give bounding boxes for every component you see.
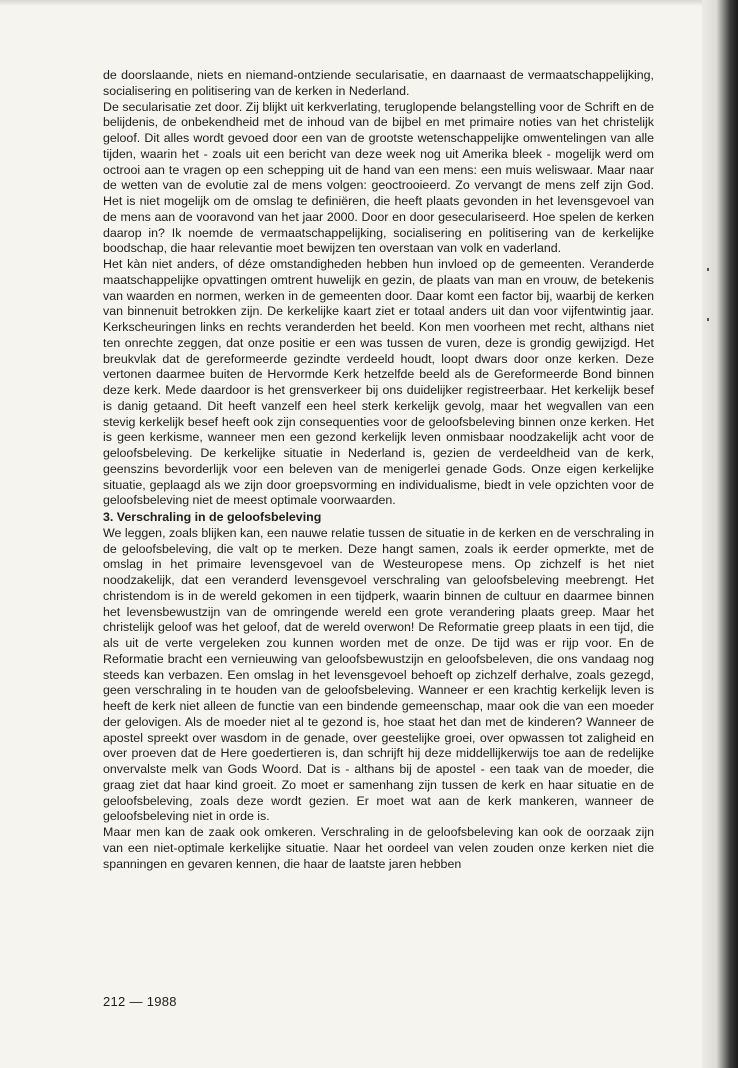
page-binding-edge: [702, 0, 738, 1068]
paragraph: de doorslaande, niets en niemand-ontziende secularisatie, en daarnaast de vermaatschappelijking, socialisering en politisering van de kerken in Nederland.: [103, 68, 654, 98]
paragraph: We leggen, zoals blijken kan, een nauwe relatie tussen de situatie in de kerken en de verschraling in de geloofsbeleving, die valt op te merken. Deze hangt samen, zoals ik eerder opmerkte, met de omslag in het primaire levensgevoel van de Westeuropese mens. Op zichzelf is het niet noodzakelijk, dat een veranderd levensgevoel verschraling van geloofsbeleving meebrengt. Het christendom is in de wereld gekomen in een tijdperk, waarin binnen de cultuur en daarmee binnen het levensbewustzijn van de omringende wereld een grote verandering plaats greep. Maar het christelijk geloof was het geloof, dat de wereld overwon! De Reformatie greep plaats in een tijd, die als uit de verte vergeleken zou kunnen worden met de onze. De tijd was er rijp voor. En de Reformatie bracht een vernieuwing van geloofsbewustzijn en geloofsbeleven, die ons vandaag nog steeds kan verbazen. Een omslag in het levensgevoel behoeft op zichzelf derhalve, zoals gezegd, geen verschraling in te houden van de geloofsbeleving. Wanneer er een krachtig kerkelijk leven is heeft de kerk niet alleen de functie van een bindende gemeenschap, maar ook die van een moeder der gelovigen. Als de moeder niet al te gezond is, hoe staat het dan met de kinderen? Wanneer de apostel spreekt over wasdom in de genade, over geestelijke groei, over opwassen tot zaligheid en over proeven dat de Here goedertieren is, dan schrijft hij deze middellijkerwijs toe aan de redelijke onvervalste melk van Gods Woord. Dat is - althans bij de apostel - een taak van de moeder, die graag ziet dat haar kind groeit. Zo moet er samenhang zijn tussen de kerk en haar situatie en de geloofsbeleving, zoals deze wordt gezien. Er moet wat aan de kerk mankeren, wanneer de geloofsbeleving niet in orde is.: [103, 525, 654, 824]
scan-speck: [707, 318, 709, 321]
paragraph: Maar men kan de zaak ook omkeren. Verschraling in de geloofsbeleving kan ook de oorzaak zijn van een niet-optimale kerkelijke situatie. Naar het oordeel van velen zouden onze kerken niet die spanningen en gevaren kennen, die haar de laatste jaren hebben: [103, 825, 654, 871]
page-number: 212 — 1988: [103, 994, 177, 1009]
paragraph: De secularisatie zet door. Zij blijkt uit kerkverlating, teruglopende belangstelling voor de Schrift en de belijdenis, de onbekendheid met de inhoud van de bijbel en met primaire noties van het christelijk geloof. Dit alles wordt gevoed door een van de grootste wetenschappelijke omwentelingen van alle tijden, waarin het - zoals uit een bericht van deze week nog uit Amerika bleek - mogelijk werd om octrooi aan te vragen op een schepping uit de hand van een mens: een muis weliswaar. Maar naar de wetten van de evolutie zal de mens volgen: geoctrooieerd. Zo vervangt de mens zelf zijn God. Het is niet mogelijk om de omslag te definiëren, die heeft plaats gevonden in het levensgevoel van de mens aan de vooravond van het jaar 2000. Door en door geseculariseerd. Hoe spelen de kerken daarop in? Ik noemde de vermaatschappelijking, socialisering en politisering van de kerkelijke boodschap, die haar relevantie moet bewijzen ten overstaan van volk en vaderland.: [103, 99, 654, 256]
article-body: [103, 68, 654, 872]
scan-speck: [707, 268, 709, 271]
section-heading: 3. Verschraling in de geloofsbeleving: [103, 510, 322, 524]
paragraph: Het kàn niet anders, of déze omstandigheden hebben hun invloed op de gemeenten. Veranderde maatschappelijke opvattingen omtrent huwelijk en gezin, de plaats van man en vrouw, de betekenis van waarden en normen, werken in de gemeenten door. Daar komt een factor bij, waarbij de kerken van binnenuit betrokken zijn. De kerkelijke kaart ziet er totaal anders uit dan voor vijfentwintig jaar. Kerkscheuringen links en rechts veranderden het beeld. Kon men voorheen met recht, althans niet ten onrechte zeggen, dat onze positie er een was tussen de vuren, deze is grondig gewijzigd. Het breukvlak dat de gereformeerde gezindte verdeeld houdt, loopt dwars door onze kerken. Deze vertonen daarmee buiten de Hervormde Kerk hetzelfde beeld als de Gereformeerde Bond binnen deze kerk. Mede daardoor is het grensverkeer bij ons duidelijker registreerbaar. Het kerkelijk besef is danig getaand. Dit heeft vanzelf een heel sterk kerkelijk gevolg, maar het wegvallen van een stevig kerkelijk besef heeft ook zijn consequenties voor de geloofsbeleving binnen onze kerken. Het is geen kerkisme, wanneer men een gezond kerkelijk leven onmisbaar noodzakelijk acht voor de geloofsbeleving. De kerkelijke situatie in Nederland is, gezien de verdeeldheid van de kerk, geenszins bevorderlijk voor een beleven van de menigerlei genade Gods. Onze eigen kerkelijke situatie, geplaagd als we zijn door groepsvorming en individualisme, biedt in vele opzichten voor de geloofsbeleving niet de meest optimale voorwaarden.: [103, 257, 654, 508]
page-top-shadow: [0, 0, 738, 6]
